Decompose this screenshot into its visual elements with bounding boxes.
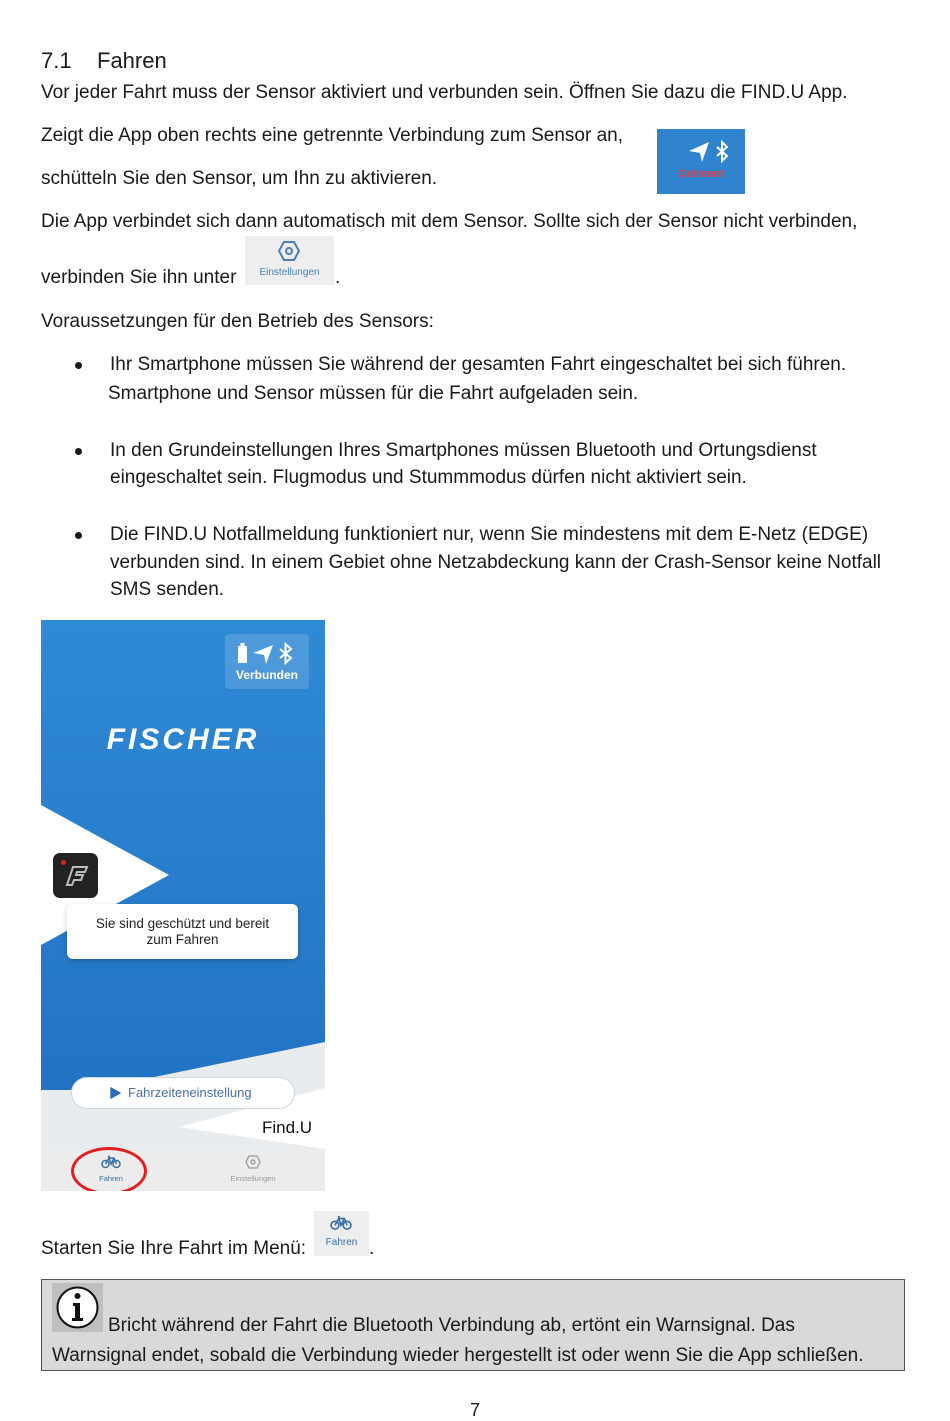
fischer-logo: FISCHER <box>106 723 260 756</box>
bullet-3-line-3: SMS senden. <box>110 579 225 600</box>
info-icon-wrap <box>52 1283 103 1332</box>
paragraph-requirements: Voraussetzungen für den Betrieb des Sensors: <box>41 311 434 332</box>
ride-time-settings-label: Fahrzeiteneinstellung <box>128 1085 252 1100</box>
bullet-2-line-1: In den Grundeinstellungen Ihres Smartphones müssen Bluetooth und Ortungsdienst <box>110 440 817 461</box>
bicycle-icon <box>330 1215 352 1231</box>
paragraph-auto-connect: Die App verbindet sich dann automatisch mit dem Sensor. Sollte sich der Sensor nicht verbinden, <box>41 211 858 232</box>
status-message-card <box>67 904 298 959</box>
section-number: 7.1 <box>41 48 72 73</box>
info-box <box>41 1279 905 1371</box>
paragraph-intro: Vor jeder Fahrt muss der Sensor aktiviert und verbunden sein. Öffnen Sie dazu die FIND.U App. <box>41 82 848 103</box>
bullet-2-line-2: eingeschaltet sein. Flugmodus und Stummmodus dürfen nicht aktiviert sein. <box>110 467 747 488</box>
tab-fahren-label: Fahren <box>99 1174 123 1183</box>
section-heading <box>41 47 167 75</box>
info-text-line-1: Bricht während der Fahrt die Bluetooth Verbindung ab, ertönt ein Warnsignal. Das <box>108 1315 795 1336</box>
inline-settings-label: Einstellungen <box>259 267 320 278</box>
bullet-dot <box>75 448 82 455</box>
bullet-1-line-1: Ihr Smartphone müssen Sie während der gesamten Fahrt eingeschaltet bei sich führen. <box>110 354 847 375</box>
section-title: Fahren <box>97 48 167 73</box>
gear-icon <box>245 1155 261 1169</box>
start-ride-text-period: . <box>369 1238 375 1259</box>
status-badge-label: Getrennt <box>678 168 724 180</box>
bullet-dot <box>75 362 82 369</box>
paragraph-connect-under-period: . <box>335 267 341 288</box>
page-number: 7 <box>469 1400 480 1420</box>
highlight-circle <box>71 1147 147 1191</box>
status-badge-disconnected <box>657 129 745 194</box>
info-text-line-2: Warnsignal endet, sobald die Verbindung wieder hergestellt ist oder wenn Sie die App schließen. <box>52 1345 864 1366</box>
start-ride-text: Starten Sie Ihre Fahrt im Menü: <box>41 1238 307 1259</box>
inline-fahren-label: Fahren <box>325 1237 358 1248</box>
tab-einstellungen-label: Einstellungen <box>230 1174 276 1183</box>
bullet-3-line-1: Die FIND.U Notfallmeldung funktioniert nur, wenn Sie mindestens mit dem E-Netz (EDGE) <box>110 524 869 545</box>
bullet-dot <box>75 532 82 539</box>
paragraph-connect-under-text: verbinden Sie ihn unter <box>41 267 237 288</box>
location-bluetooth-icon <box>687 139 737 165</box>
connection-status[interactable] <box>225 634 309 689</box>
status-message: Sie sind geschützt und bereit zum Fahren <box>95 915 270 947</box>
connection-status-label: Verbunden <box>235 668 298 682</box>
sensor-logo-icon <box>53 853 98 898</box>
bullet-3-line-2: verbunden sind. In einem Gebiet ohne Netzabdeckung kann der Crash-Sensor keine Notfall <box>110 552 882 573</box>
gear-icon <box>278 241 300 261</box>
tab-einstellungen[interactable] <box>208 1149 298 1191</box>
paragraph-shake: schütteln Sie den Sensor, um Ihn zu aktivieren. <box>41 168 438 189</box>
sensor-image <box>53 853 98 898</box>
info-icon <box>55 1285 100 1330</box>
battery-location-bluetooth-icon <box>235 642 299 666</box>
paragraph-connect-under <box>41 266 236 290</box>
sensor-led <box>61 860 66 865</box>
play-icon <box>109 1087 121 1099</box>
ride-time-settings-button[interactable] <box>71 1077 295 1109</box>
findu-brand: Find.U <box>262 1118 313 1137</box>
paragraph-disconnected: Zeigt die App oben rechts eine getrennte Verbindung zum Sensor an, <box>41 125 624 146</box>
inline-settings-icon <box>245 236 334 285</box>
bullet-1-line-2: Smartphone und Sensor müssen für die Fahrt aufgeladen sein. <box>108 383 639 404</box>
app-screenshot <box>41 620 325 1191</box>
inline-fahren-icon <box>314 1211 369 1256</box>
